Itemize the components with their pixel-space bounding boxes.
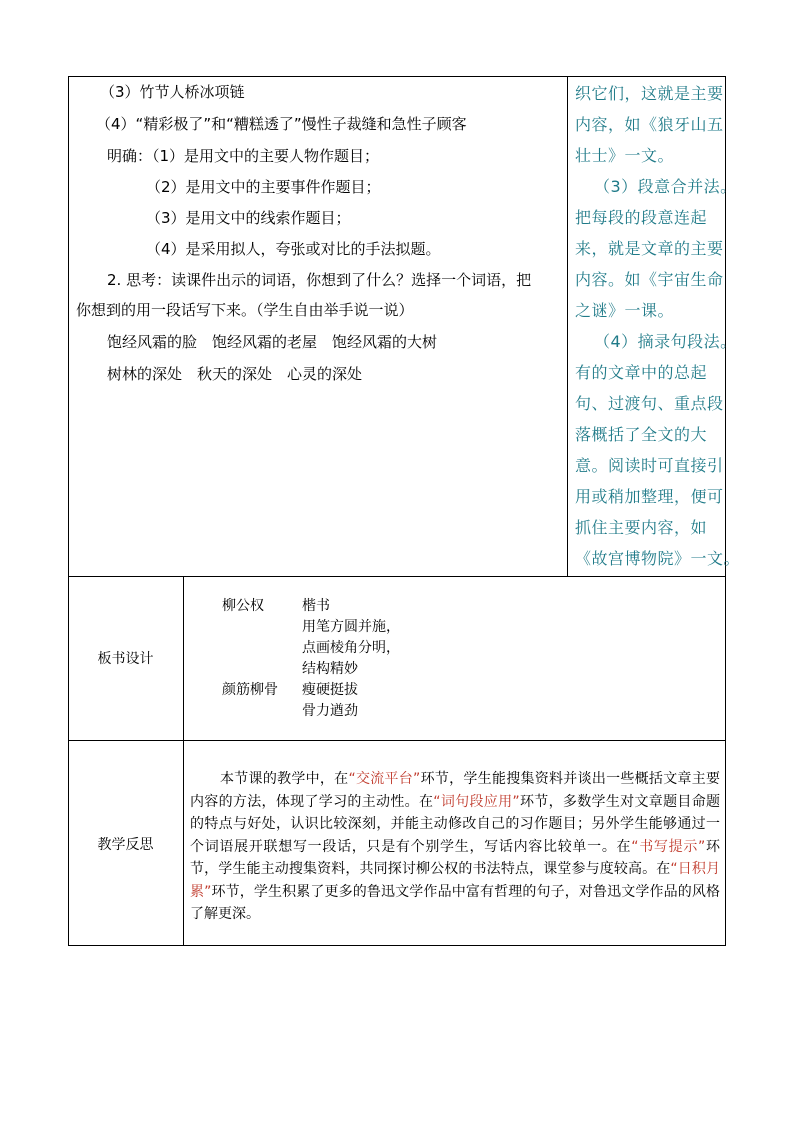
right-line: （4）摘录句段法。 <box>594 332 737 351</box>
reflection-highlight: “词句段应用” <box>433 793 520 810</box>
left-line: （3）是用文中的线索作题目； <box>146 209 351 227</box>
right-line: 之谜》一课。 <box>575 301 675 320</box>
divider <box>183 576 184 946</box>
reflection-part: 环节，多数学生对文章题目命题的特点与好处，认识比较深刻，并能主动修改自己的习作题目；另外学生能够通过一个词语展开联想写一段话，只是有个别学生，写话内容比较单一。在 <box>190 793 721 855</box>
left-line: 你想到的用一段话写下来。（学生自由举手说一说） <box>76 301 414 319</box>
left-line: 饱经风霜的脸 饱经风霜的老屋 饱经风霜的大树 <box>107 333 438 351</box>
right-line: 落概括了全文的大 <box>575 425 708 444</box>
board-detail: 骨力遒劲 <box>302 703 358 719</box>
left-line: （4）“精彩极了”和“糟糕透了”慢性子裁缝和急性子顾客 <box>96 115 467 133</box>
board-item: 颜筋柳骨 <box>222 682 278 698</box>
reflection-label: 教学反思 <box>97 837 154 853</box>
right-line: （3）段意合并法。 <box>594 177 737 196</box>
reflection-part: 环节，学生积累了更多的鲁迅文学作品中富有哲理的句子，对鲁迅文学作品的风格了解更深。 <box>190 883 720 922</box>
left-line: （3）竹节人桥冰项链 <box>100 83 245 101</box>
board-detail: 用笔方圆并施， <box>302 619 400 635</box>
right-line: 壮士》一文。 <box>575 146 675 165</box>
right-line: 有的文章中的总起 <box>575 363 708 382</box>
right-line: 句、过渡句、重点段 <box>575 394 724 413</box>
board-detail: 瘦硬挺拔 <box>302 682 358 698</box>
reflection-part: 环节，学生能主动搜集资料，共同探讨柳公权的书法特点，课堂参与度较高。在 <box>190 838 721 877</box>
reflection-highlight: “交流平台” <box>348 771 421 787</box>
left-line: 2. 思考：读课件出示的词语，你想到了什么？选择一个词语，把 <box>107 271 532 289</box>
right-line: 抓住主要内容，如 <box>575 518 708 537</box>
board-detail: 点画棱角分明， <box>302 640 400 656</box>
board-detail: 结构精妙 <box>302 661 358 677</box>
divider <box>567 76 568 576</box>
board-design-label: 板书设计 <box>97 651 154 667</box>
reflection-highlight: “日积月累” <box>190 861 720 900</box>
right-line: 把每段的段意连起 <box>575 208 708 227</box>
reflection-text <box>190 768 720 926</box>
reflection-part: 环节，学生能搜集资料并谈出一些概括文章主要内容的方法，体现了学习的主动性。在 <box>190 771 721 810</box>
left-line: 明确：（1）是用文中的主要人物作题目； <box>107 147 380 165</box>
divider <box>68 576 726 577</box>
right-line: 《故宫博物院》一文。 <box>575 549 741 568</box>
right-line: 内容。如《宇宙生命 <box>575 270 724 289</box>
right-line: 织它们，这就是主要 <box>575 84 724 103</box>
right-line: 内容，如《狼牙山五 <box>575 115 724 134</box>
right-line: 来，就是文章的主要 <box>575 239 724 258</box>
right-line: 用或稍加整理，便可 <box>575 487 724 506</box>
left-line: 树林的深处 秋天的深处 心灵的深处 <box>107 365 363 383</box>
board-detail: 楷书 <box>302 598 330 614</box>
reflection-highlight: “书写提示” <box>631 838 706 855</box>
right-line: 意。阅读时可直接引 <box>575 456 724 475</box>
left-line: （4）是采用拟人，夸张或对比的手法拟题。 <box>146 240 441 258</box>
divider <box>68 740 726 741</box>
board-item: 柳公权 <box>222 598 264 614</box>
left-line: （2）是用文中的主要事件作题目； <box>146 178 381 196</box>
reflection-part: 本节课的教学中，在 <box>220 771 349 787</box>
